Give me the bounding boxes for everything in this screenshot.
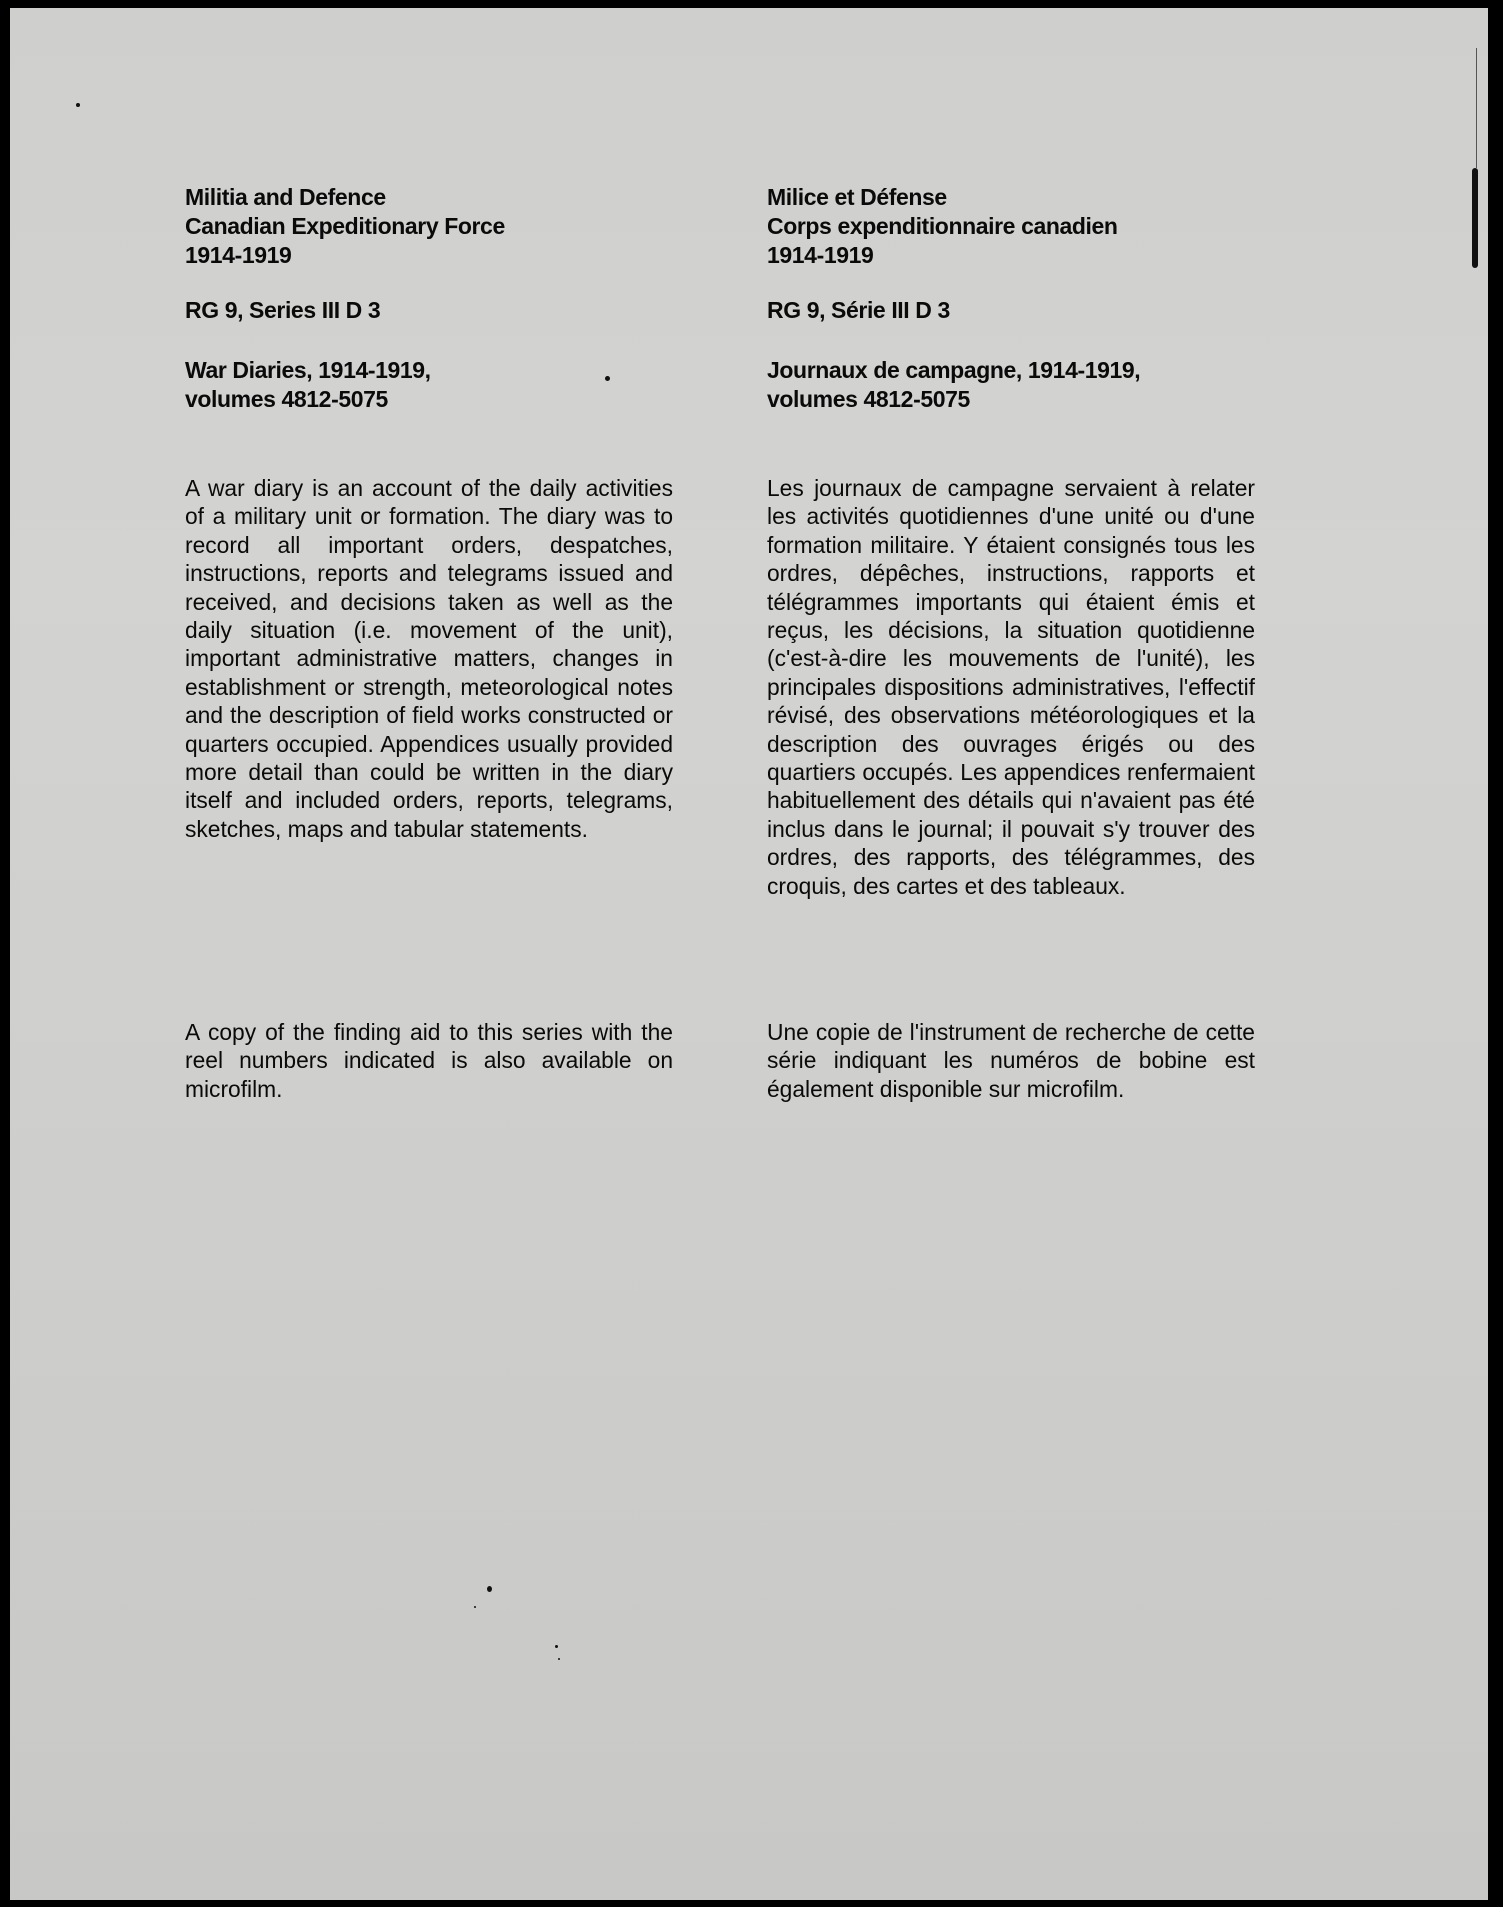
scan-edge-line xyxy=(1476,48,1477,168)
left-heading-block xyxy=(185,183,673,270)
left-finding-aid-paragraph: A copy of the finding aid to this series with the reel numbers indicated is also available on microfilm. xyxy=(185,1019,673,1102)
scan-edge-mark xyxy=(1472,168,1478,268)
right-description-paragraph: Les journaux de campagne servaient à relater les activités quotidiennes d'une unité ou d'une formation militaire. Y étaient consignés tous les ordres, dépêches, instructions, rapports et télégrammes importants qui étaient émis et reçus, les décisions, la situation quotidienne (c'est-à-dire les mouvements de l'unité), les principales dispositions administratives, l'effectif révisé, des observations météorologiques et la description des ouvrages érigés ou des quartiers occupés. Les appendices renfermaient habituellement des détails qui n'avaient pas été inclus dans le journal; il pouvait s'y trouver des ordres, des rapports, des télégrammes, des croquis, des cartes et des tableaux. xyxy=(767,475,1255,899)
right-heading-force: Corps expenditionnaire canadien xyxy=(767,213,1118,239)
left-heading-force: Canadian Expeditionary Force xyxy=(185,213,505,239)
left-series-title: War Diaries, 1914-1919, xyxy=(185,357,431,383)
left-heading-department: Militia and Defence xyxy=(185,184,386,210)
left-heading-years: 1914-1919 xyxy=(185,242,292,268)
right-series-title-block xyxy=(767,356,1255,414)
right-heading-years: 1914-1919 xyxy=(767,242,874,268)
right-heading-block xyxy=(767,183,1255,270)
right-finding-aid-paragraph: Une copie de l'instrument de recherche de cette série indiquant les numéros de bobine est également disponible sur microfilm. xyxy=(767,1019,1255,1102)
right-heading-department: Milice et Défense xyxy=(767,184,947,210)
left-series-volumes: volumes 4812-5075 xyxy=(185,386,388,412)
left-description-paragraph: A war diary is an account of the daily activities of a military unit or formation. The diary was to record all important orders, despatches, instructions, reports and telegrams issued and received, and decisions taken as well as the daily situation (i.e. movement of the unit), important administrative matters, changes in establishment or strength, meteorological notes and the description of field works constructed or quarters occupied. Appendices usually provided more detail than could be written in the diary itself and included orders, reports, telegrams, sketches, maps and tabular statements. xyxy=(185,475,673,842)
left-series-title-block xyxy=(185,356,673,414)
right-series-volumes: volumes 4812-5075 xyxy=(767,386,970,412)
right-record-group: RG 9, Série III D 3 xyxy=(767,297,950,323)
right-series-title: Journaux de campagne, 1914-1919, xyxy=(767,357,1141,383)
left-record-group: RG 9, Series III D 3 xyxy=(185,297,381,323)
document-page xyxy=(10,8,1488,1900)
